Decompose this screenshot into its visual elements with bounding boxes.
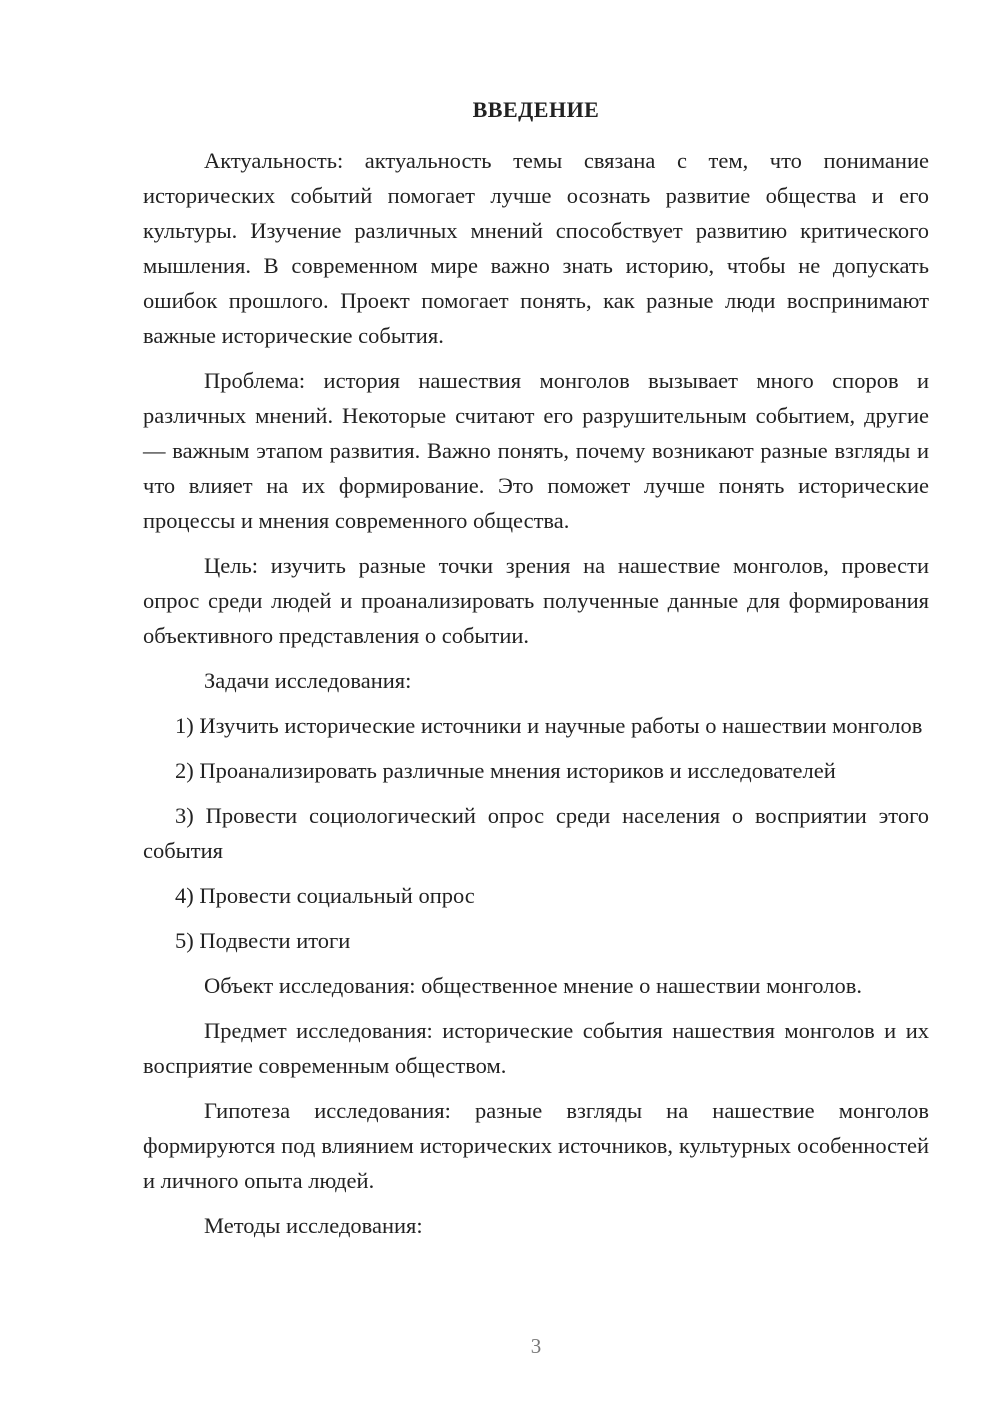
paragraph-methods: Методы исследования: xyxy=(204,1213,423,1238)
paragraph-hypothesis: Гипотеза исследования: разные взгляды на нашествие монголов формируются под влиянием исторических источников, культурных особенностей и личного опыта людей. xyxy=(143,1098,929,1193)
task-item-1: 1) Изучить исторические источники и научные работы о нашествии монголов xyxy=(175,713,923,738)
document-body xyxy=(143,143,929,1253)
section-title: ВВЕДЕНИЕ xyxy=(472,97,600,122)
paragraph-problem: Проблема: история нашествия монголов вызывает много споров и различных мнений. Некоторые считают его разрушительным событием, другие — важным этапом развития. Важно понять, почему возникают разные взгляды и что влияет на их формирование. Это поможет лучше понять исторические процессы и мнения современного общества. xyxy=(143,368,929,533)
paragraph-tasks-heading: Задачи исследования: xyxy=(204,668,412,693)
paragraph-goal: Цель: изучить разные точки зрения на нашествие монголов, провести опрос среди людей и проанализировать полученные данные для формирования объективного представления о событии. xyxy=(143,553,929,648)
paragraph-object: Объект исследования: общественное мнение о нашествии монголов. xyxy=(204,973,862,998)
task-item-3: 3) Провести социологический опрос среди населения о восприятии этого события xyxy=(143,803,929,863)
task-item-2: 2) Проанализировать различные мнения историков и исследователей xyxy=(175,758,836,783)
task-item-4: 4) Провести социальный опрос xyxy=(175,883,475,908)
paragraph-subject: Предмет исследования: исторические события нашествия монголов и их восприятие современным обществом. xyxy=(143,1018,929,1078)
page-number: 3 xyxy=(530,1334,542,1358)
task-item-5: 5) Подвести итоги xyxy=(175,928,351,953)
paragraph-relevance: Актуальность: актуальность темы связана с тем, что понимание исторических событий помогает лучше осознать развитие общества и его культуры. Изучение различных мнений способствует развитию критического мышления. В современном мире важно знать историю, чтобы не допускать ошибок прошлого. Проект помогает понять, как разные люди воспринимают важные исторические события. xyxy=(143,148,929,348)
